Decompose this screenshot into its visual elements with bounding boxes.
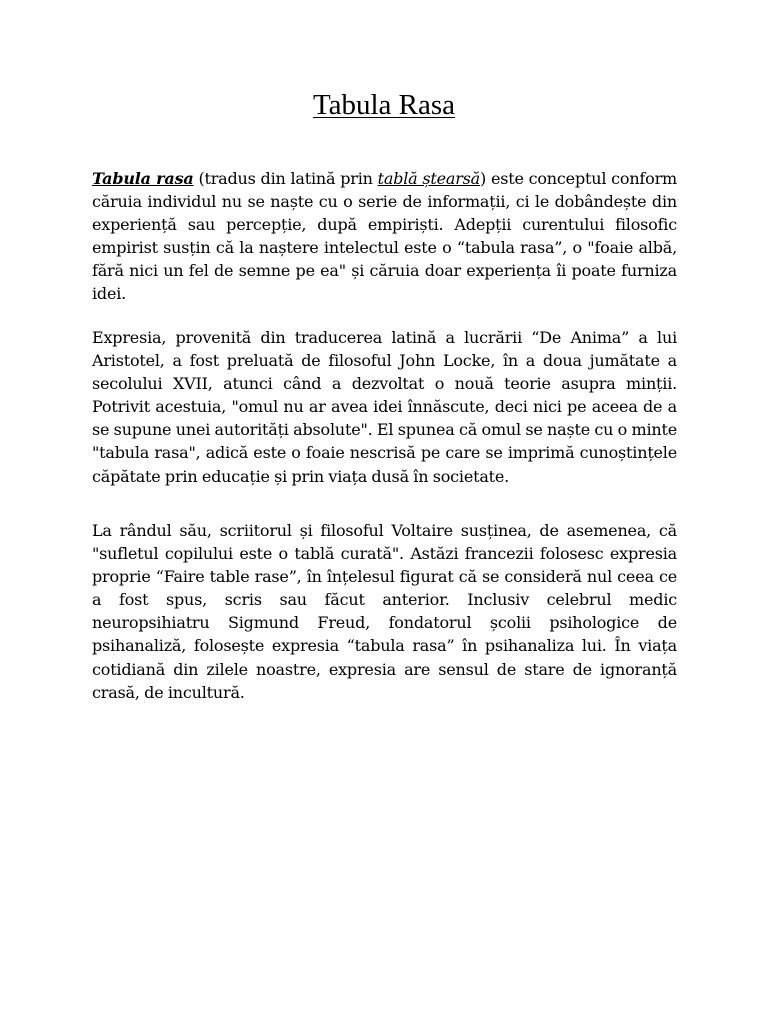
paragraph-origin: Expresia, provenită din traducerea latină a lucrării “De Anima” a lui Aristotel, a fost preluată de filosoful John Locke, în a doua jumătate a secolului XVII, atunci când a dezvoltat o nouă teorie asupra minții. Potrivit acestuia, "omul nu ar avea idei înnăscute, deci nici pe aceea de a se supune unei autorități absolute". El spunea că omul se naște cu o minte "tabula rasa", adică este o foaie nescrisă pe care se imprimă cunoștințele căpătate prin educație și prin viața dusă în societate. <box>92 328 677 486</box>
paragraph-definition <box>92 167 677 306</box>
link-tabla-stearsa[interactable]: tablă ștearsă <box>377 169 481 188</box>
page-title-text: Tabula Rasa <box>312 89 456 121</box>
page-title <box>0 88 768 122</box>
paragraph-definition-text-a: (tradus din latină prin <box>193 169 378 188</box>
paragraph-modern-usage: La rândul său, scriitorul și filosoful Voltaire susținea, de asemenea, că "sufletul copilului este o tablă curată". Astăzi francezii folosesc expresia proprie “Faire table rase”, în înțelesul figurat că se consideră nul ceea ce a fost spus, scris sau făcut anterior. Inclusiv celebrul medic neuropsihiatru Sigmund Freud, fondatorul școlii psihologice de psihanaliză, folosește expresia “tabula rasa” în psihanaliza lui. În viața cotidiană din zilele noastre, expresia are sensul de stare de ignoranță crasă, de incultură. <box>92 521 677 702</box>
paragraph-definition-text-b: ) este conceptul conform căruia individul nu se naște cu o serie de informații, ci le dobândește din experiență sau percepție, după empiriști. Adepții curentului filosofic empirist susțin că la naștere intelectul este o “tabula rasa”, o "foaie albă, fără nici un fel de semne pe ea" și căruia doar experiența îi poate furniza idei. <box>92 169 677 304</box>
term-tabula-rasa: Tabula rasa <box>92 169 194 188</box>
